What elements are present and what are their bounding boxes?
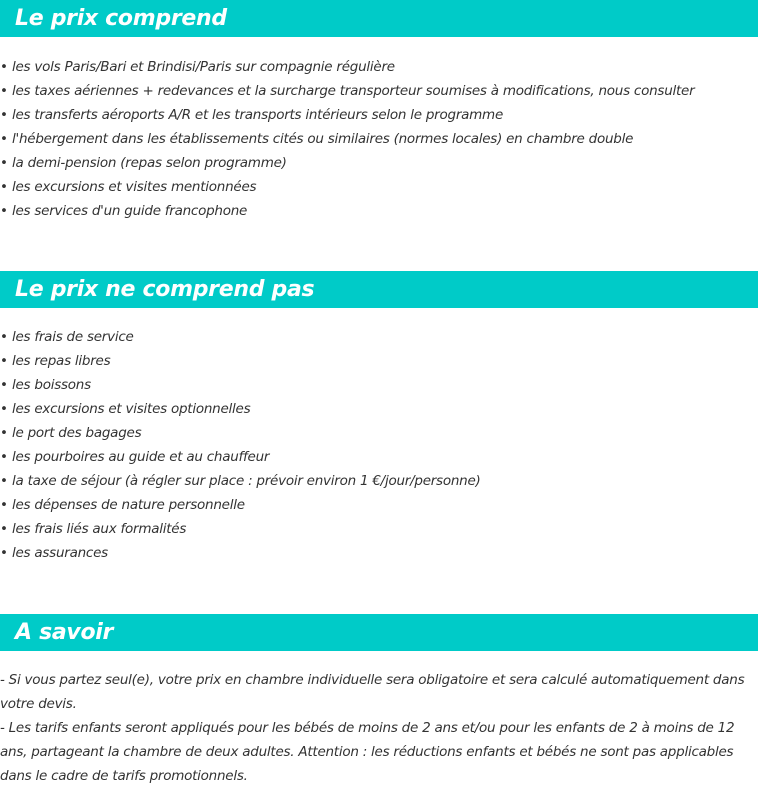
bullet-icon: • [0, 473, 8, 489]
section-header-good-to-know [0, 614, 758, 651]
bullet-icon: • [0, 449, 8, 465]
bullet-icon: • [0, 353, 8, 369]
note-paragraph: - Les tarifs enfants seront appliqués pour les bébés de moins de 2 ans et/ou pour les enfants de 2 à moins de 12 ans, partageant la chambre de deux adultes. Attention : les réductions enfants et bébés ne sont pas applicables dans le cadre de tarifs promotionnels. [0, 720, 735, 784]
not-included-list [0, 325, 481, 565]
list-item: • les assurances [0, 541, 481, 565]
section-header-not-included [0, 271, 758, 308]
bullet-icon: • [0, 131, 8, 147]
section-title-not-included: Le prix ne comprend pas [15, 277, 315, 302]
bullet-icon: • [0, 401, 8, 417]
bullet-icon: • [0, 107, 8, 123]
list-item: • la taxe de séjour (à régler sur place : prévoir environ 1 €/jour/personne) [0, 469, 481, 493]
section-header-included [0, 0, 758, 37]
bullet-icon: • [0, 425, 8, 441]
list-item: • les services d'un guide francophone [0, 199, 694, 223]
list-item: • les transferts aéroports A/R et les transports intérieurs selon le programme [0, 103, 694, 127]
list-item: • les taxes aériennes + redevances et la surcharge transporteur soumises à modifications, nous consulter [0, 79, 694, 103]
section-title-included: Le prix comprend [15, 6, 227, 31]
bullet-icon: • [0, 377, 8, 393]
list-item: • les frais de service [0, 325, 481, 349]
list-item: • les frais liés aux formalités [0, 517, 481, 541]
bullet-icon: • [0, 179, 8, 195]
list-item: • la demi-pension (repas selon programme) [0, 151, 694, 175]
good-to-know-notes [0, 668, 756, 788]
section-title-good-to-know: A savoir [15, 620, 114, 645]
bullet-icon: • [0, 83, 8, 99]
list-item: • les excursions et visites optionnelles [0, 397, 481, 421]
list-item: • les excursions et visites mentionnées [0, 175, 694, 199]
bullet-icon: • [0, 545, 8, 561]
list-item: • les repas libres [0, 349, 481, 373]
bullet-icon: • [0, 521, 8, 537]
bullet-icon: • [0, 59, 8, 75]
list-item: • les boissons [0, 373, 481, 397]
bullet-icon: • [0, 329, 8, 345]
list-item: • l'hébergement dans les établissements cités ou similaires (normes locales) en chambre double [0, 127, 694, 151]
bullet-icon: • [0, 203, 8, 219]
included-list [0, 55, 694, 223]
bullet-icon: • [0, 155, 8, 171]
list-item: • le port des bagages [0, 421, 481, 445]
list-item: • les vols Paris/Bari et Brindisi/Paris sur compagnie régulière [0, 55, 694, 79]
note-paragraph: - Si vous partez seul(e), votre prix en chambre individuelle sera obligatoire et sera calculé automatiquement dans votre devis. [0, 672, 745, 712]
list-item: • les dépenses de nature personnelle [0, 493, 481, 517]
bullet-icon: • [0, 497, 8, 513]
list-item: • les pourboires au guide et au chauffeur [0, 445, 481, 469]
